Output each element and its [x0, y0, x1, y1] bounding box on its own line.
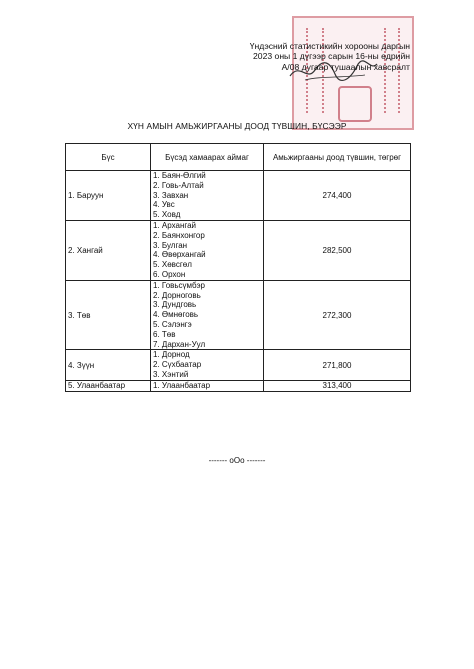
- aimag-item: 3. Дундговь: [153, 300, 197, 310]
- aimag-item: 3. Хэнтий: [153, 369, 189, 379]
- header-line-2: 2023 оны 1 дүгээр сарын 16-ны өдрийн: [253, 51, 410, 62]
- aimag-item: 6. Орхон: [153, 269, 186, 279]
- aimag-item: 1. Улаанбаатар: [153, 380, 211, 390]
- aimag-item: 2. Сүхбаатар: [153, 360, 202, 370]
- aimag-item: 2. Дорноговь: [153, 290, 201, 300]
- column-header-region: Бүс: [66, 144, 151, 171]
- region-cell: 3. Төв: [66, 280, 151, 350]
- region-cell: 5. Улаанбаатар: [66, 380, 151, 391]
- aimag-item: 4. Өвөрхангай: [153, 250, 206, 260]
- region-cell: 4. Зүүн: [66, 350, 151, 380]
- aimag-item: 4. Увс: [153, 200, 175, 210]
- subsistence-table: [65, 143, 411, 392]
- soyombo-emblem-icon: [338, 86, 372, 122]
- document-title: ХҮН АМЫН АМЬЖИРГААНЫ ДООД ТҮВШИН, БҮСЭЭР: [127, 121, 347, 131]
- aimags-cell: [151, 350, 264, 380]
- aimag-item: 3. Булган: [153, 240, 188, 250]
- aimag-item: 2. Говь-Алтай: [153, 180, 204, 190]
- aimag-item: 5. Ховд: [153, 210, 181, 220]
- aimags-cell: [151, 220, 264, 280]
- aimag-item: 3. Завхан: [153, 190, 189, 200]
- aimag-item: 1. Говьсүмбэр: [153, 280, 205, 290]
- amount-cell: 282,500: [264, 220, 411, 280]
- region-cell: 2. Хангай: [66, 220, 151, 280]
- aimags-cell: [151, 380, 264, 391]
- aimag-item: 2. Баянхонгор: [153, 230, 205, 240]
- aimag-item: 4. Өмнөговь: [153, 310, 199, 320]
- aimag-item: 5. Сэлэнгэ: [153, 319, 192, 329]
- aimags-cell: [151, 280, 264, 350]
- table-header-row: [66, 144, 411, 171]
- aimag-item: 1. Архангай: [153, 220, 197, 230]
- aimag-item: 1. Дорнод: [153, 350, 190, 360]
- table-row: [66, 280, 411, 350]
- aimags-cell: [151, 171, 264, 221]
- header-line-1: Үндэсний статистикийн хорооны даргын: [249, 41, 410, 51]
- header-line-3: А/08 дугаар тушаалын хавсралт: [281, 61, 410, 72]
- aimag-item: 5. Хөвсгөл: [153, 260, 192, 270]
- region-cell: 1. Баруун: [66, 171, 151, 221]
- aimag-item: 7. Дархан-Уул: [153, 339, 206, 349]
- table-row: [66, 350, 411, 380]
- column-header-aimags: Бүсэд хамаарах аймаг: [151, 144, 264, 171]
- table-row: [66, 380, 411, 391]
- column-header-amount: Амьжиргааны доод түвшин, төгрөг: [264, 144, 411, 171]
- table-row: [66, 171, 411, 221]
- amount-cell: 313,400: [264, 380, 411, 391]
- aimag-item: 1. Баян-Өлгий: [153, 171, 206, 180]
- table-body: [66, 171, 411, 392]
- table-row: [66, 220, 411, 280]
- amount-cell: 271,800: [264, 350, 411, 380]
- aimag-item: 6. Төв: [153, 329, 176, 339]
- document-header: [190, 41, 410, 72]
- amount-cell: 274,400: [264, 171, 411, 221]
- document-footer: ------- оОо -------: [208, 456, 266, 465]
- amount-cell: 272,300: [264, 280, 411, 350]
